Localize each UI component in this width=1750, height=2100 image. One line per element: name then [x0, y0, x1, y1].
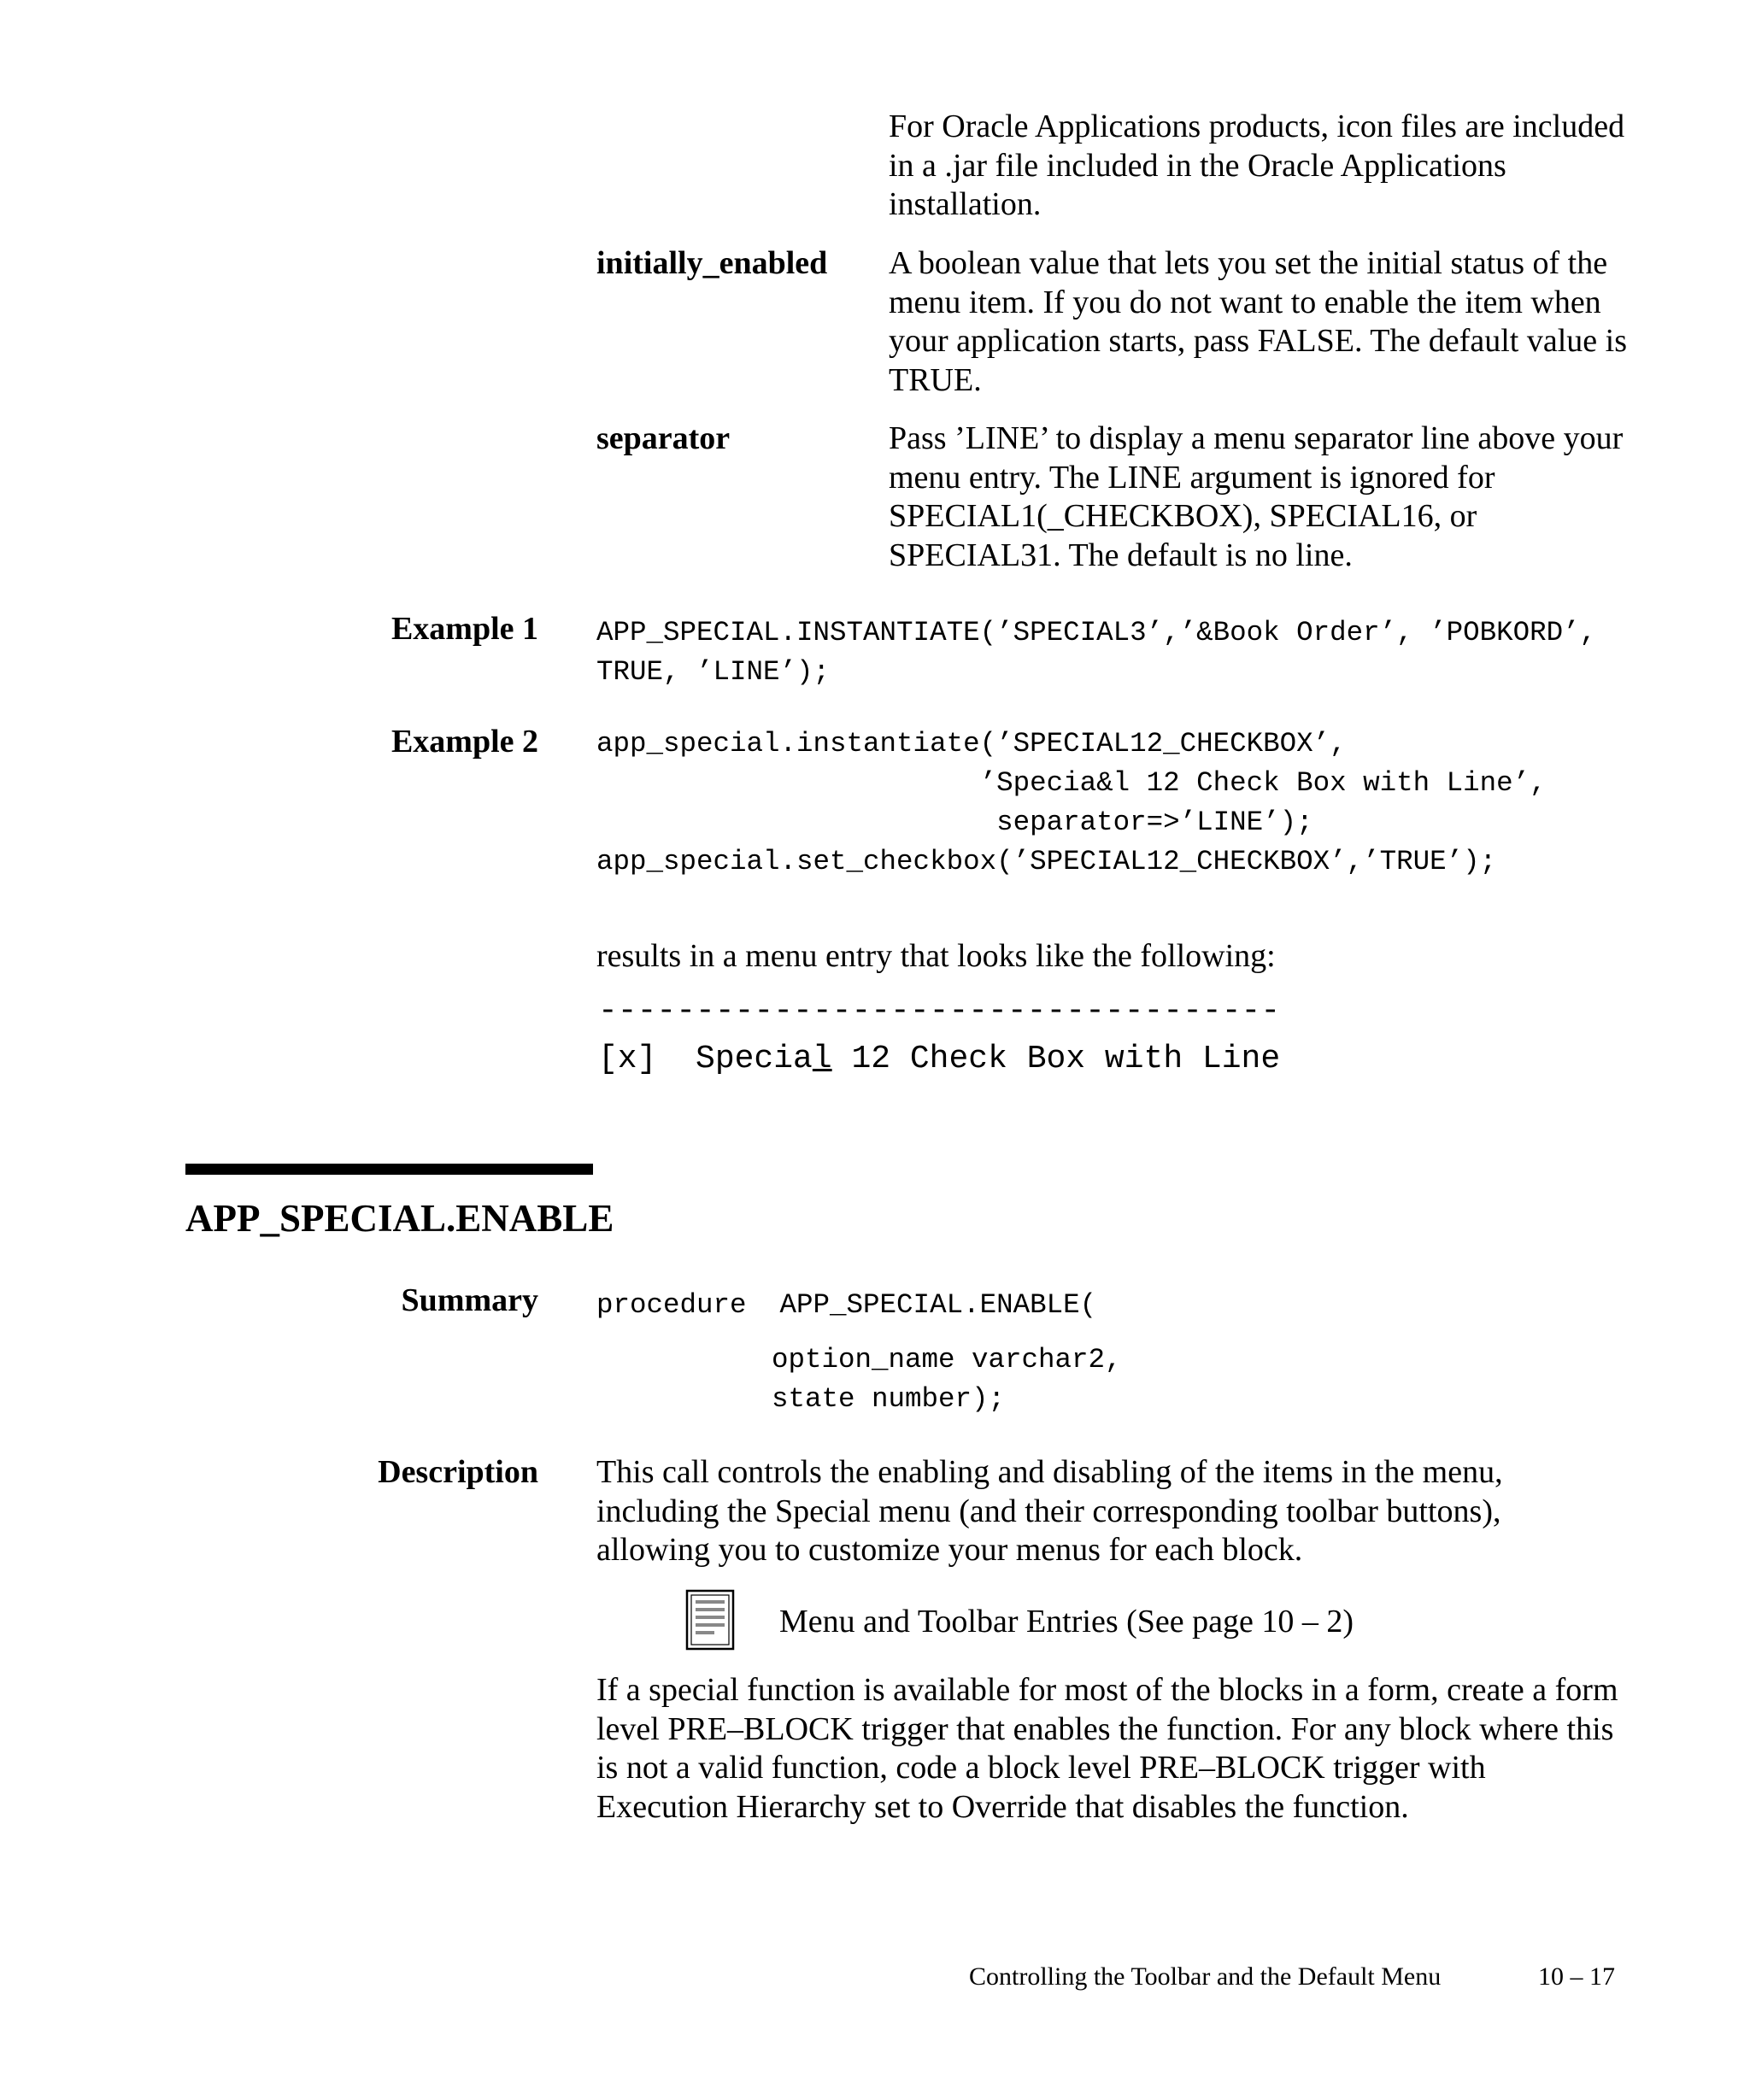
menu-entry-prefix: [x] Specia: [598, 1041, 813, 1077]
param-term-initially-enabled: initially_enabled: [596, 245, 828, 281]
menu-entry-sample: [598, 1041, 1280, 1077]
param-term-separator: separator: [596, 420, 731, 456]
description-label: Description: [378, 1454, 538, 1490]
param-desc-initially-enabled: A boolean value that lets you set the initial status of the menu item. If you do not want to enable the item when your application starts, pass FALSE. The default value is TRUE.: [889, 245, 1627, 398]
footer-page-number: 10 – 17: [1538, 1962, 1615, 1991]
document-reference-icon[interactable]: [685, 1589, 737, 1652]
example-1-code: APP_SPECIAL.INSTANTIATE(’SPECIAL3’,’&Book Order’, ’POBKORD’, TRUE, ’LINE’);: [596, 617, 1597, 688]
section-rule: [185, 1164, 593, 1175]
menu-entry-mnemonic: l: [812, 1041, 832, 1077]
param-desc-separator: Pass ’LINE’ to display a menu separator line above your menu entry. The LINE argument is ignored for SPECIAL1(_CHECKBOX), SPECIAL16, or SPECIAL31. The default is no line.: [889, 420, 1624, 573]
example-2-result-intro: results in a menu entry that looks like the following:: [596, 938, 1276, 974]
footer-chapter-title: Controlling the Toolbar and the Default Menu: [969, 1962, 1442, 1991]
example-2-label: Example 2: [391, 724, 538, 760]
summary-code-first-line: procedure APP_SPECIAL.ENABLE(: [596, 1289, 1097, 1321]
menu-entry-suffix: 12 Check Box with Line: [831, 1041, 1281, 1077]
summary-code-params: option_name varchar2, state number);: [772, 1344, 1122, 1415]
icon-note-paragraph: For Oracle Applications products, icon files are included in a .jar file included in the Oracle Applications installation.: [889, 109, 1625, 222]
description-paragraph-2: If a special function is available for most of the blocks in a form, create a form level PRE–BLOCK trigger that enables the function. For any block where this is not a valid function, code a block level PRE–BLOCK trigger with Execution Hierarchy set to Override that disables the function.: [596, 1672, 1618, 1825]
see-also-link[interactable]: Menu and Toolbar Entries (See page 10 – 2): [779, 1604, 1354, 1640]
example-1-label: Example 1: [391, 611, 538, 647]
description-paragraph: This call controls the enabling and disabling of the items in the menu, including the Special menu (and their corresponding toolbar buttons), allowing you to customize your menus for each block.: [596, 1454, 1503, 1568]
summary-label: Summary: [401, 1282, 538, 1318]
menu-separator-line: -----------------------------------: [598, 993, 1281, 1029]
section-title: APP_SPECIAL.ENABLE: [185, 1197, 614, 1240]
example-2-code: app_special.instantiate(’SPECIAL12_CHECKBOX’, ’Specia&l 12 Check Box with Line’, separator=>’LINE’); app_special.set_checkbox(’SPECIAL12_CHECKBOX’,’TRUE’);: [596, 728, 1547, 877]
